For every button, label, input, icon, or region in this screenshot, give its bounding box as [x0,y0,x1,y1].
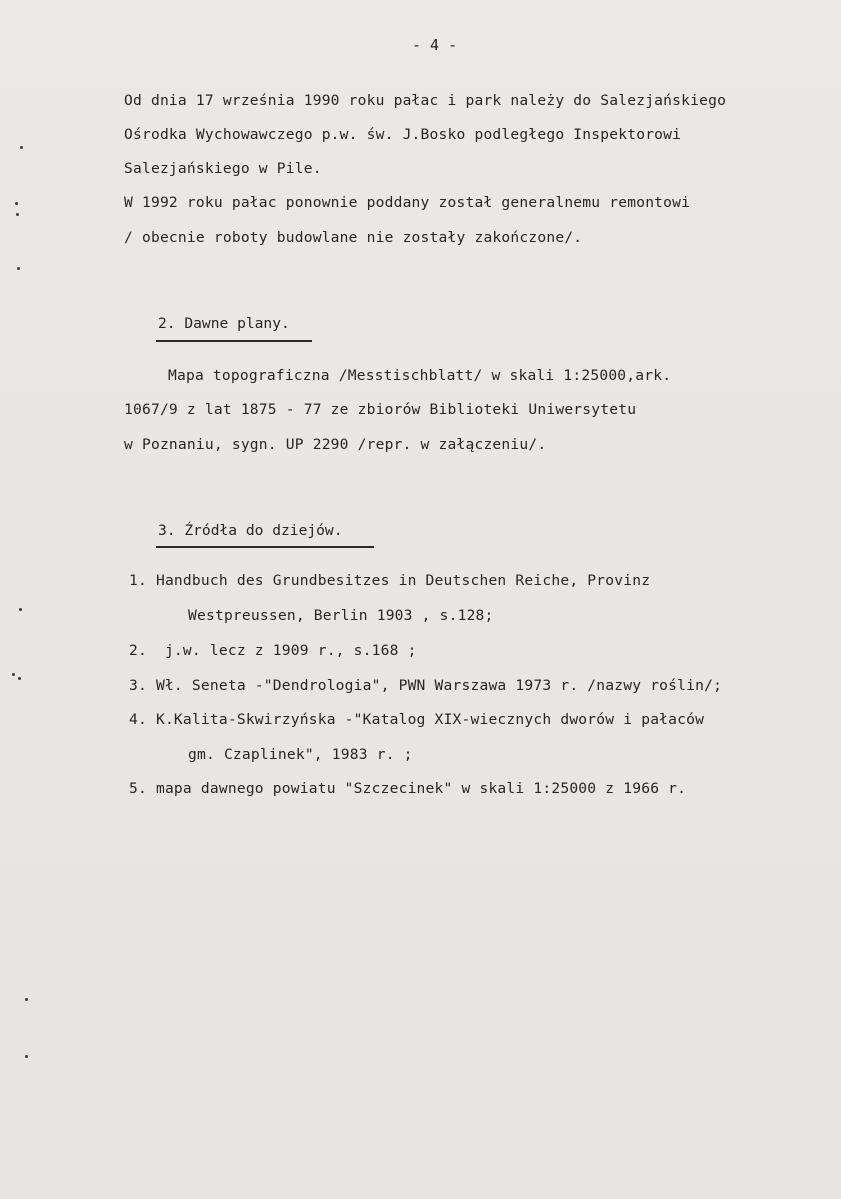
section-3-heading: 3. Źródła do dziejów. [158,522,343,539]
margin-speck [12,673,15,676]
margin-speck [18,677,21,680]
intro-line-3: Salezjańskiego w Pile. [124,160,322,177]
section-2-underline [156,340,312,342]
margin-speck [16,213,19,216]
section-2-line-3: w Poznaniu, sygn. UP 2290 /repr. w załączeniu/. [124,436,547,453]
section-2-line-2: 1067/9 z lat 1875 - 77 ze zbiorów Biblioteki Uniwersytetu [124,401,637,418]
margin-speck [25,998,28,1001]
source-item-5: 5. mapa dawnego powiatu "Szczecinek" w skali 1:25000 z 1966 r. [129,780,687,797]
source-item-1-continued: Westpreussen, Berlin 1903 , s.128; [188,607,494,624]
source-item-4: 4. K.Kalita-Skwirzyńska -"Katalog XIX-wiecznych dworów i pałaców [129,711,705,728]
intro-line-4: W 1992 roku pałac ponownie poddany został generalnemu remontowi [124,194,691,211]
source-item-3: 3. Wł. Seneta -"Dendrologia", PWN Warszawa 1973 r. /nazwy roślin/; [129,677,723,694]
source-item-2: 2. j.w. lecz z 1909 r., s.168 ; [129,642,417,659]
intro-line-1: Od dnia 17 września 1990 roku pałac i park należy do Salezjańskiego [124,92,727,109]
source-item-4-continued: gm. Czaplinek", 1983 r. ; [188,746,413,763]
section-3-underline [156,546,374,548]
section-2-heading: 2. Dawne plany. [158,315,290,332]
margin-speck [17,267,20,270]
margin-speck [25,1055,28,1058]
intro-line-2: Ośrodka Wychowawczego p.w. św. J.Bosko podległego Inspektorowi [124,126,682,143]
margin-speck [20,146,23,149]
margin-speck [19,608,22,611]
intro-line-5: / obecnie roboty budowlane nie zostały zakończone/. [124,229,583,246]
margin-speck [15,202,18,205]
source-item-1: 1. Handbuch des Grundbesitzes in Deutschen Reiche, Provinz [129,572,651,589]
page-number: - 4 - [412,36,458,54]
section-2-line-1: Mapa topograficzna /Messtischblatt/ w skali 1:25000,ark. [168,367,672,384]
